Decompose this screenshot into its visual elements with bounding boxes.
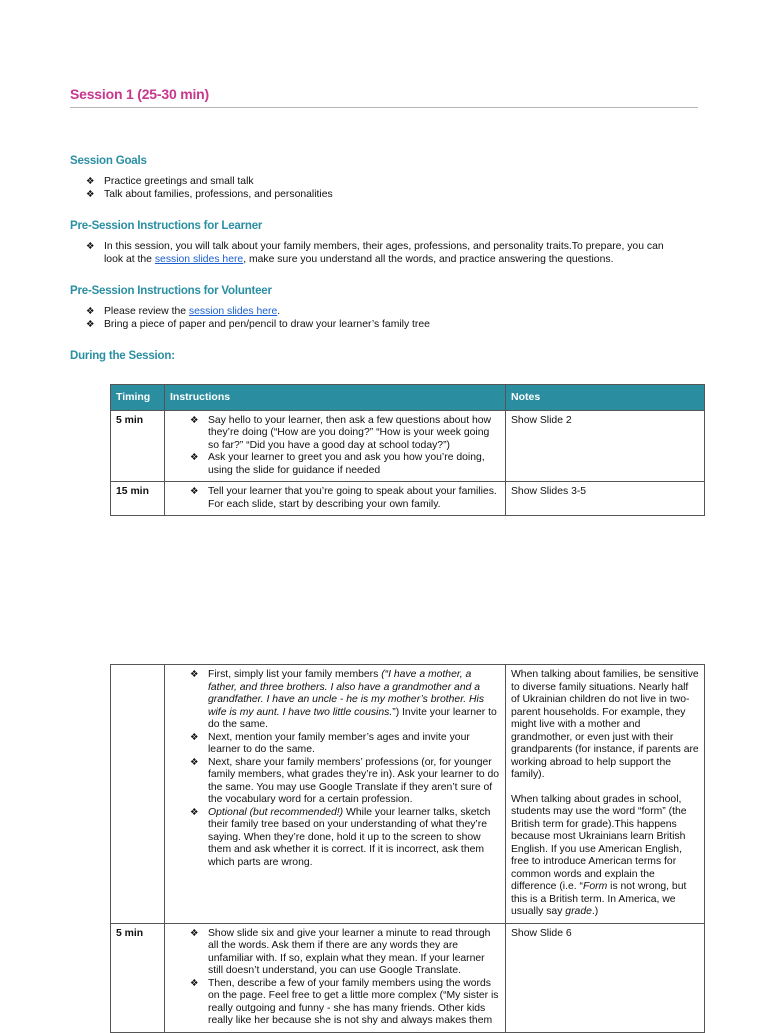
- diamond-bullet-icon: ❖: [190, 414, 199, 426]
- diamond-bullet-icon: ❖: [86, 176, 95, 187]
- notes-cell: Show Slide 6: [506, 923, 705, 1032]
- notes-cell: Show Slides 3-5: [506, 482, 705, 516]
- diamond-bullet-icon: ❖: [190, 452, 199, 463]
- list-item: ❖ Please review the session slides here.: [86, 306, 281, 317]
- list-item: ❖ First, simply list your family members (“I have a mother, a father, and three brothers. I also have a grandmother and a grandfather. I have an uncle - he is my mother’s brother. His wife is my aunt. I have two little cousins.”) Invite your learner to do the same.: [190, 669, 497, 730]
- instructions-cell: [165, 410, 506, 482]
- diamond-bullet-icon: ❖: [190, 756, 199, 768]
- column-header-instructions: Instructions: [165, 385, 506, 411]
- list-item: ❖ Next, mention your family member’s ages and invite your learner to do the same.: [190, 731, 470, 755]
- session-slides-link[interactable]: session slides here: [154, 253, 244, 265]
- table-header-row: [111, 385, 705, 411]
- session-schedule-table: [110, 384, 705, 516]
- instructions-cell: [165, 482, 506, 516]
- families-note: When talking about families, be sensitive to diverse family situations. Nearly half of Ukrainian children do not live in two-parent households. For example, they might live with a mother and grandmother, or even just with their grandparents (for instance, if parents are working abroad to help support the family).: [511, 669, 699, 780]
- timing-cell: 15 min: [111, 482, 165, 516]
- diamond-bullet-icon: ❖: [190, 927, 199, 939]
- diamond-bullet-icon: ❖: [86, 241, 95, 252]
- list-item: ❖ In this session, you will talk about your family members, their ages, professions, and personality traits.To prepare, you can look at the session slides here, make sure you understand all the words, and practice answering the questions.: [86, 241, 664, 265]
- table-row: [111, 665, 705, 924]
- column-header-notes: Notes: [506, 385, 705, 411]
- table-row: [111, 410, 705, 482]
- session-goals-list: [86, 176, 333, 201]
- list-item: ❖ Ask your learner to greet you and ask you how you’re doing, using the slide for guidance if needed: [190, 452, 485, 476]
- session-title: Session 1 (25-30 min): [70, 86, 209, 102]
- list-item: ❖ Practice greetings and small talk: [86, 176, 254, 187]
- volunteer-instructions-heading: Pre-Session Instructions for Volunteer: [70, 285, 272, 297]
- diamond-bullet-icon: ❖: [190, 977, 199, 989]
- list-item: ❖ Next, share your family members’ professions (or, for younger family members, what grades they’re in). Ask your learner to do the same. You may use Google Translate if they aren’t sure of the vocabulary word for a certain profession.: [190, 756, 500, 805]
- timing-cell: 5 min: [111, 923, 165, 1032]
- diamond-bullet-icon: ❖: [190, 486, 199, 497]
- timing-cell: 5 min: [111, 410, 165, 482]
- instructions-cell: [165, 923, 506, 1032]
- column-header-timing: Timing: [111, 385, 165, 411]
- instructions-cell: [165, 665, 506, 924]
- learner-instructions-list: [86, 241, 686, 266]
- diamond-bullet-icon: ❖: [190, 731, 199, 743]
- list-item: ❖ Say hello to your learner, then ask a few questions about how they’re doing (“How are you doing?” “How is your week going so far?” “Did you have a good day at school today?”): [190, 414, 492, 451]
- diamond-bullet-icon: ❖: [190, 806, 199, 818]
- timing-cell: [111, 665, 165, 924]
- grades-note: When talking about grades in school, students may use the word “form” (the British term for grade).This happens because most Ukrainians learn British English. If you use American English, free to introduce American terms for common words and explain the difference (i.e. “Form is not wrong, but this is a British term. In America, we usually say grade.): [511, 793, 687, 917]
- session-schedule-table-continued: [110, 664, 705, 1033]
- during-session-heading: During the Session:: [70, 350, 175, 362]
- diamond-bullet-icon: ❖: [86, 306, 95, 317]
- title-divider: [70, 107, 698, 108]
- diamond-bullet-icon: ❖: [190, 669, 199, 680]
- list-item: ❖ Tell your learner that you’re going to speak about your families. For each slide, start by describing your own family.: [190, 486, 497, 510]
- table-row: [111, 923, 705, 1032]
- session-goals-heading: Session Goals: [70, 155, 147, 167]
- table-row: [111, 482, 705, 516]
- notes-cell: Show Slide 2: [506, 410, 705, 482]
- diamond-bullet-icon: ❖: [86, 318, 95, 330]
- notes-cell: [506, 665, 705, 924]
- list-item: ❖ Then, describe a few of your family members using the words on the page. Feel free to get a little more complex (“My sister is really outgoing and funny - she has many friends. Other kids really like her because she is not shy and always makes them: [190, 977, 499, 1026]
- list-item: ❖ Optional (but recommended!) While your learner talks, sketch their family tree based on your understanding of what they’re saying. When they’re done, hold it up to the screen to show them and ask whether it is correct. If it is incorrect, ask them which parts are wrong.: [190, 806, 491, 868]
- diamond-bullet-icon: ❖: [86, 188, 95, 200]
- list-item: ❖ Bring a piece of paper and pen/pencil to draw your learner’s family tree: [86, 318, 430, 330]
- session-slides-link[interactable]: session slides here: [188, 306, 278, 317]
- volunteer-instructions-list: [86, 306, 430, 331]
- list-item: ❖ Show slide six and give your learner a minute to read through all the words. Ask them if there are any words they are unfamiliar with. If so, explain what they mean. If your learner still doesn’t understand, you can use Google Translate.: [190, 927, 491, 976]
- list-item: ❖ Talk about families, professions, and personalities: [86, 188, 333, 200]
- learner-instructions-heading: Pre-Session Instructions for Learner: [70, 220, 263, 232]
